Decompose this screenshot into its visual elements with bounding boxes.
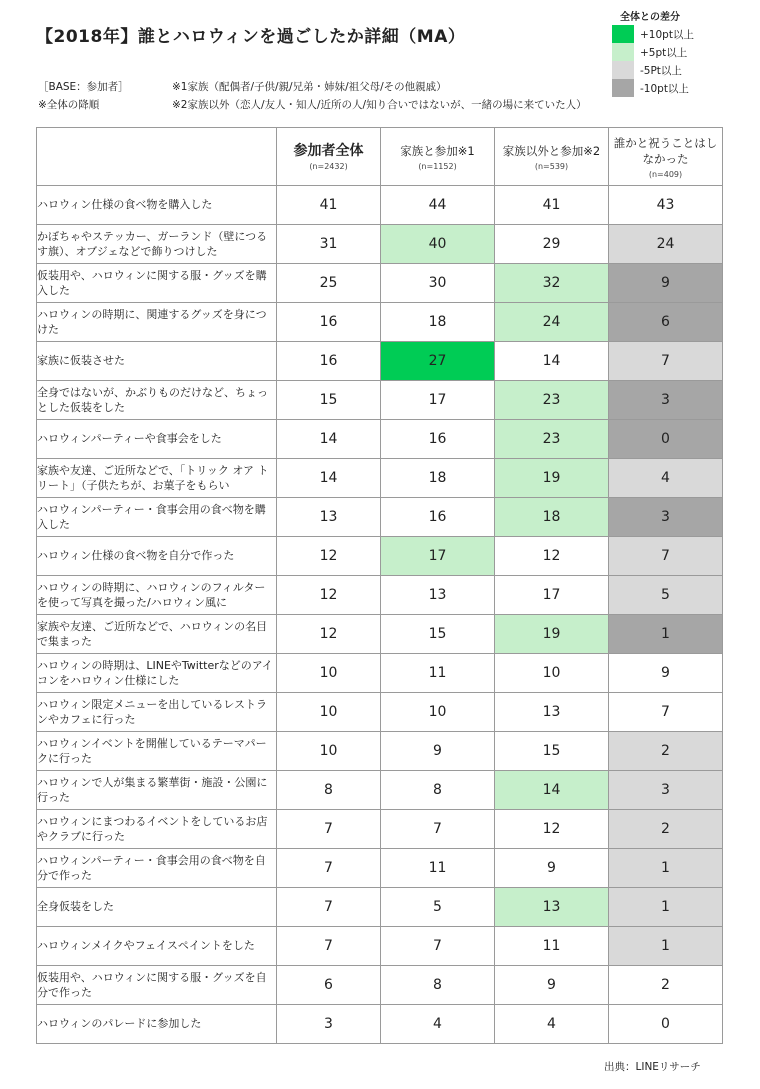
table-row [37, 264, 723, 303]
legend-item-minus10 [612, 79, 724, 97]
value-cell: 23 [495, 381, 609, 420]
legend-item-plus10 [612, 25, 724, 43]
value-cell: 0 [609, 420, 723, 459]
value-cell: 16 [277, 342, 381, 381]
value-cell: 18 [381, 459, 495, 498]
value-cell: 25 [277, 264, 381, 303]
table-row [37, 849, 723, 888]
table-row [37, 303, 723, 342]
table-row [37, 186, 723, 225]
table-row [37, 654, 723, 693]
value-cell: 1 [609, 927, 723, 966]
row-label: 家族や友達、ご近所などで、ハロウィンの名目で集まった [37, 615, 277, 654]
footnote-1: ※1家族（配偶者/子供/親/兄弟・姉妹/祖父母/その他親戚） [172, 81, 447, 93]
value-cell: 43 [609, 186, 723, 225]
header-alone [609, 128, 723, 186]
value-cell: 19 [495, 459, 609, 498]
table-row [37, 537, 723, 576]
table-row [37, 225, 723, 264]
legend-swatch [612, 79, 634, 97]
order-note: ※全体の降順 [38, 99, 100, 111]
value-cell: 16 [381, 420, 495, 459]
row-label: ハロウィンのパレードに参加した [37, 1005, 277, 1044]
value-cell: 4 [609, 459, 723, 498]
legend-title: 全体との差分 [620, 12, 680, 23]
value-cell: 41 [495, 186, 609, 225]
legend [612, 8, 724, 97]
value-cell: 32 [495, 264, 609, 303]
value-cell: 4 [381, 1005, 495, 1044]
row-label: ハロウィンパーティー・食事会用の食べ物を購入した [37, 498, 277, 537]
value-cell: 7 [381, 927, 495, 966]
value-cell: 10 [277, 654, 381, 693]
value-cell: 27 [381, 342, 495, 381]
value-cell: 14 [277, 459, 381, 498]
header-all [277, 128, 381, 186]
value-cell: 7 [609, 537, 723, 576]
value-cell: 7 [277, 849, 381, 888]
table-row [37, 810, 723, 849]
value-cell: 10 [277, 693, 381, 732]
value-cell: 17 [381, 537, 495, 576]
value-cell: 13 [277, 498, 381, 537]
table-row [37, 576, 723, 615]
value-cell: 7 [277, 888, 381, 927]
value-cell: 10 [277, 732, 381, 771]
value-cell: 3 [609, 498, 723, 537]
legend-label: +5pt以上 [640, 46, 688, 59]
header-non-family [495, 128, 609, 186]
value-cell: 23 [495, 420, 609, 459]
table-row [37, 420, 723, 459]
value-cell: 2 [609, 810, 723, 849]
value-cell: 12 [277, 537, 381, 576]
value-cell: 10 [381, 693, 495, 732]
value-cell: 13 [495, 888, 609, 927]
value-cell: 24 [495, 303, 609, 342]
table-row [37, 381, 723, 420]
base-note-block [38, 78, 129, 114]
header-n: (n=409) [648, 169, 683, 179]
header-family [381, 128, 495, 186]
page-title: 【2018年】誰とハロウィンを過ごしたか詳細（MA） [36, 27, 466, 47]
value-cell: 17 [495, 576, 609, 615]
value-cell: 14 [495, 342, 609, 381]
value-cell: 9 [609, 654, 723, 693]
legend-swatch [612, 25, 634, 43]
row-label: 全身仮装をした [37, 888, 277, 927]
row-label: ハロウィンパーティーや食事会をした [37, 420, 277, 459]
legend-label: +10pt以上 [640, 28, 694, 41]
row-label: ハロウィンで人が集まる繁華街・施設・公園に行った [37, 771, 277, 810]
table-row [37, 693, 723, 732]
table-row [37, 615, 723, 654]
value-cell: 8 [381, 966, 495, 1005]
footnotes [172, 78, 587, 114]
value-cell: 0 [609, 1005, 723, 1044]
legend-label: -10pt以上 [640, 82, 689, 95]
value-cell: 1 [609, 888, 723, 927]
value-cell: 8 [381, 771, 495, 810]
value-cell: 1 [609, 849, 723, 888]
row-label: ハロウィンにまつわるイベントをしているお店やクラブに行った [37, 810, 277, 849]
table-header-row [37, 128, 723, 186]
table-row [37, 888, 723, 927]
value-cell: 16 [277, 303, 381, 342]
row-label: 家族に仮装させた [37, 342, 277, 381]
footnote-2: ※2家族以外（恋人/友人・知人/近所の人/知り合いではないが、一緒の場に来ていた人） [172, 99, 587, 111]
results-table [36, 127, 723, 1044]
value-cell: 8 [277, 771, 381, 810]
value-cell: 40 [381, 225, 495, 264]
row-label: ハロウィンイベントを開催しているテーマパークに行った [37, 732, 277, 771]
value-cell: 13 [495, 693, 609, 732]
value-cell: 24 [609, 225, 723, 264]
table-row [37, 342, 723, 381]
table-row [37, 927, 723, 966]
value-cell: 9 [495, 849, 609, 888]
value-cell: 31 [277, 225, 381, 264]
table-row [37, 771, 723, 810]
row-label: ハロウィンの時期に、関連するグッズを身につけた [37, 303, 277, 342]
value-cell: 7 [277, 927, 381, 966]
legend-swatch [612, 43, 634, 61]
value-cell: 18 [495, 498, 609, 537]
value-cell: 9 [609, 264, 723, 303]
header-n: (n=1152) [418, 161, 457, 171]
legend-item-plus5 [612, 43, 724, 61]
row-label: ハロウィンパーティー・食事会用の食べ物を自分で作った [37, 849, 277, 888]
value-cell: 7 [609, 693, 723, 732]
value-cell: 18 [381, 303, 495, 342]
value-cell: 13 [381, 576, 495, 615]
value-cell: 11 [381, 849, 495, 888]
table-body [37, 186, 723, 1044]
value-cell: 29 [495, 225, 609, 264]
value-cell: 4 [495, 1005, 609, 1044]
row-label: 全身ではないが、かぶりものだけなど、ちょっとした仮装をした [37, 381, 277, 420]
row-label: ハロウィン限定メニューを出しているレストランやカフェに行った [37, 693, 277, 732]
header-n: (n=539) [534, 161, 569, 171]
value-cell: 16 [381, 498, 495, 537]
legend-swatch [612, 61, 634, 79]
value-cell: 9 [495, 966, 609, 1005]
value-cell: 12 [277, 576, 381, 615]
value-cell: 17 [381, 381, 495, 420]
value-cell: 7 [609, 342, 723, 381]
value-cell: 10 [495, 654, 609, 693]
header-name: 家族以外と参加※2 [502, 143, 601, 158]
value-cell: 1 [609, 615, 723, 654]
value-cell: 6 [277, 966, 381, 1005]
value-cell: 14 [495, 771, 609, 810]
legend-item-minus5 [612, 61, 724, 79]
row-label: ハロウィン仕様の食べ物を購入した [37, 186, 277, 225]
value-cell: 41 [277, 186, 381, 225]
value-cell: 14 [277, 420, 381, 459]
table-row [37, 966, 723, 1005]
header-name: 家族と参加※1 [400, 143, 475, 158]
value-cell: 44 [381, 186, 495, 225]
row-label: ハロウィンの時期は、LINEやTwitterなどのアイコンをハロウィン仕様にした [37, 654, 277, 693]
value-cell: 3 [277, 1005, 381, 1044]
value-cell: 11 [381, 654, 495, 693]
value-cell: 2 [609, 966, 723, 1005]
value-cell: 15 [381, 615, 495, 654]
table-row [37, 498, 723, 537]
value-cell: 3 [609, 771, 723, 810]
value-cell: 12 [277, 615, 381, 654]
value-cell: 12 [495, 537, 609, 576]
legend-label: -5Pt以上 [640, 64, 682, 77]
table-row [37, 1005, 723, 1044]
row-label: ハロウィンメイクやフェイスペイントをした [37, 927, 277, 966]
value-cell: 19 [495, 615, 609, 654]
table-row [37, 732, 723, 771]
value-cell: 15 [277, 381, 381, 420]
value-cell: 5 [609, 576, 723, 615]
base-note: ［BASE：参加者］ [38, 81, 129, 93]
row-label: かぼちゃやステッカー、ガーランド（壁につるす旗）、オブジェなどで飾りつけした [37, 225, 277, 264]
row-label: 家族や友達、ご近所などで、「トリック オア トリート」（子供たちが、お菓子をもらい [37, 459, 277, 498]
table-row [37, 459, 723, 498]
source-credit: 出典：LINEリサーチ [604, 1061, 701, 1073]
header-name: 参加者全体 [293, 142, 364, 159]
value-cell: 7 [277, 810, 381, 849]
value-cell: 9 [381, 732, 495, 771]
value-cell: 12 [495, 810, 609, 849]
row-label: 仮装用や、ハロウィンに関する服・グッズを購入した [37, 264, 277, 303]
row-label: 仮装用や、ハロウィンに関する服・グッズを自分で作った [37, 966, 277, 1005]
value-cell: 7 [381, 810, 495, 849]
value-cell: 5 [381, 888, 495, 927]
row-label: ハロウィン仕様の食べ物を自分で作った [37, 537, 277, 576]
value-cell: 3 [609, 381, 723, 420]
value-cell: 30 [381, 264, 495, 303]
value-cell: 15 [495, 732, 609, 771]
header-name: 誰かと祝うことはしなかった [613, 135, 718, 166]
value-cell: 2 [609, 732, 723, 771]
value-cell: 6 [609, 303, 723, 342]
row-label: ハロウィンの時期に、ハロウィンのフィルターを使って写真を撮った/ハロウィン風に [37, 576, 277, 615]
header-n: (n=2432) [309, 161, 348, 171]
value-cell: 11 [495, 927, 609, 966]
header-label-cell [37, 128, 277, 186]
